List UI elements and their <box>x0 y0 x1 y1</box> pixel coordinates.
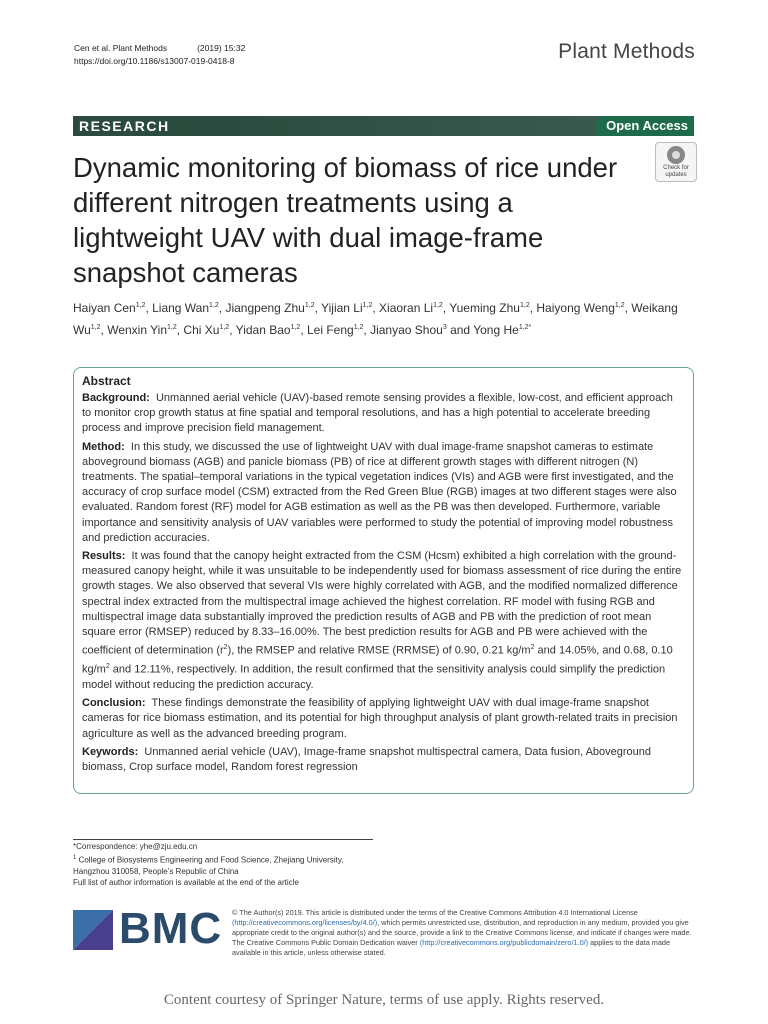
license-link-cc-by[interactable]: (http://creativecommons.org/licenses/by/4.0/) <box>232 918 378 927</box>
author-name: Haiyong Weng <box>536 301 615 315</box>
bmc-logo-mark-icon <box>73 910 113 950</box>
footnotes <box>73 841 373 889</box>
citation-block <box>74 42 245 68</box>
author-name: Yidan Bao <box>235 323 291 337</box>
affiliation-sup: 1 <box>73 854 77 861</box>
correspondence-email[interactable]: *Correspondence: yhe@zju.edu.cn <box>73 842 198 851</box>
author-affiliation-sup: 1,2 <box>219 324 230 331</box>
bmc-logo <box>73 904 223 953</box>
author-name: Xiaoran Li <box>379 301 434 315</box>
article-title: Dynamic monitoring of biomass of rice under different nitrogen treatments using a lightweight UAV with dual image-frame snapshot cameras <box>73 152 618 288</box>
conclusion-text: These findings demonstrate the feasibility of applying lightweight UAV with dual image-frame snapshot cameras for rice biomass estimation, and its potential for high throughput analysis of plant growth-related traits in precision agriculture as well as the advanced breeding program. <box>82 697 678 740</box>
affiliation-note <box>73 853 373 878</box>
author-name: Haiyan Cen <box>73 301 136 315</box>
author-name: Liang Wan <box>152 301 210 315</box>
abstract-background <box>82 391 683 437</box>
author-name: Yueming Zhu <box>449 301 520 315</box>
author-affiliation-sup: 1,2 <box>519 302 530 309</box>
author-affiliation-sup: 1,2* <box>518 324 532 331</box>
method-text: In this study, we discussed the use of lightweight UAV with dual image-frame snapshot cameras to estimate aboveground biomass (AGB) and panicle biomass (PB) of rice at different growth stages with different nitrogen (N) treatments. The spatial–temporal variations in the typical vegetation indices (VIs) and AGB were first investigated, and the accuracy of crop surface model (CSM) extracted from the Red Green Blue (RGB) images at two different stages were also evaluated. Random forest (RF) model for AGB estimation as well as the PB was then developed. Furthermore, variable importance and sensitivity analysis of UAV variables were performed to study the potential of improving model robustness and prediction accuracies. <box>82 440 677 544</box>
conclusion-label: Conclusion: <box>82 697 146 710</box>
abstract-heading: Abstract <box>82 374 131 388</box>
results-label: Results: <box>82 550 126 563</box>
author-name: Yong He <box>473 323 519 337</box>
license-text-1: © The Author(s) 2019. This article is distributed under the terms of the Creative Commons Attribution 4.0 International License <box>232 908 638 917</box>
bmc-logo-text: BMC <box>119 904 223 953</box>
author-affiliation-sup: 1,2 <box>362 302 373 309</box>
author-name: Chi Xu <box>183 323 220 337</box>
open-access-badge: Open Access <box>596 116 694 136</box>
full-author-info-note: Full list of author information is available at the end of the article <box>73 878 299 888</box>
license-link-cc-zero[interactable]: (http://creativecommons.org/publicdomain/zero/1.0/) <box>419 938 589 947</box>
abstract-keywords <box>82 745 683 775</box>
abstract-method <box>82 440 683 546</box>
author-list: Haiyan Cen$^{1,2}$, Liang Wan$^{1,2}$, Jiangpeng Zhu$^{1,2}$, Yijian Li$^{1,2}$, Xiaoran Li$^{1,2}$, Yueming Zhu$^{1,2}$, Haiyong Weng$^{1,2}$, Weikang Wu$^{1,2}$, Wenxin Yin$^{1,2}$, Chi Xu$^{1,2}$, Yidan Bao$^{1,2}$, Lei Feng$^{1,2}$, Jianyao Shou$^3$ and Yong $He^{1,2*}$ <box>73 301 678 337</box>
author-affiliation-sup: 1,2 <box>135 302 146 309</box>
abstract-results <box>82 549 683 693</box>
keywords-label: Keywords: <box>82 745 139 758</box>
citation-author: Cen et al. Plant Methods <box>74 43 168 53</box>
author-name: Weikang Wu <box>73 301 678 337</box>
author-name: Lei Feng <box>306 323 354 337</box>
author-name: Wenxin Yin <box>107 323 168 337</box>
author-name: Jiangpeng Zhu <box>225 301 305 315</box>
background-label: Background: <box>82 392 150 404</box>
license-text <box>232 908 692 958</box>
author-affiliation-sup: 1,2 <box>433 302 443 309</box>
results-sup-3: 2 <box>105 663 110 671</box>
section-label: RESEARCH <box>73 116 693 136</box>
journal-name: Plant Methods <box>558 40 695 63</box>
author-affiliation-sup: 3 <box>442 324 447 331</box>
abstract-conclusion <box>82 696 683 742</box>
author-affiliation-sup: 1,2 <box>290 324 301 331</box>
keywords-text: Unmanned aerial vehicle (UAV), Image-frame snapshot multispectral camera, Data fusion, Aboveground biomass, Crop surface model, Random forest regression <box>82 745 652 773</box>
author-affiliation-sup: 1,2 <box>353 324 364 331</box>
results-text-c: and 14.05%, and 0.68, 0.10 kg/m <box>82 644 673 676</box>
citation-year: (2019) 15:32 <box>197 43 246 53</box>
research-banner <box>73 116 694 136</box>
check-updates-icon <box>667 146 685 164</box>
doi-link[interactable]: https://doi.org/10.1186/s13007-019-0418-8 <box>74 56 235 66</box>
results-text-a: It was found that the canopy height extracted from the CSM (Hcsm) exhibited a high correlation with the ground-measured canopy height, while it was unsuitable to be independently used for biomass assessment of rice during the entire growth stages. We also observed that several VIs were highly correlated with AGB, and the modified normalized difference spectral index extracted from the multispectral image achieved the highest correlation. RF model with fusing RGB and multispectral image data substantially improved the prediction results of AGB and PB with the prediction of root mean square error (RMSEP) reduced by 8.33–16.00%. The best prediction results for AGB and PB were achieved with the coefficient of determination (r <box>82 550 682 657</box>
check-for-updates-button[interactable] <box>655 142 697 182</box>
author-name: Jianyao Shou <box>370 323 443 337</box>
license-text-3: applies to the data made available in this article, unless otherwise stated. <box>232 938 671 957</box>
author-name: Yijian Li <box>321 301 363 315</box>
results-sup-1: 2 <box>223 644 228 652</box>
results-sup-2: 2 <box>530 644 535 652</box>
footnote-divider <box>73 839 373 840</box>
author-affiliation-sup: 1,2 <box>90 324 101 331</box>
method-label: Method: <box>82 440 125 453</box>
author-affiliation-sup: 1,2 <box>209 302 219 309</box>
courtesy-notice: Content courtesy of Springer Nature, terms of use apply. Rights reserved. <box>163 992 605 1008</box>
author-affiliation-sup: 1,2 <box>304 302 315 309</box>
background-text: Unmanned aerial vehicle (UAV)-based remote sensing provides a flexible, low-cost, and efficient approach to monitor crop growth status at fine spatial and temporal resolutions, and has a high potential to accelerate breeding process and improve precision field management. <box>82 392 673 435</box>
affiliation-text: College of Biosystems Engineering and Food Science, Zhejiang University, Hangzhou 310058, People’s Republic of China <box>73 855 344 876</box>
results-text-d: and 12.11%, respectively. In addition, the result confirmed that the sensitivity analysis could simplify the prediction model without reducing the prediction accuracy. <box>82 663 666 691</box>
check-updates-line1: Check for <box>663 165 689 171</box>
license-text-2: , which permits unrestricted use, distribution, and reproduction in any medium, provided you give appropriate credit to the original author(s) and the source, provide a link to the Creative Commons license, and indicate if changes were made. The Creative Commons Public Domain Dedication waiver <box>232 918 692 947</box>
check-updates-line2: updates <box>665 172 687 178</box>
abstract-box <box>73 367 694 794</box>
author-affiliation-sup: 1,2 <box>614 302 625 309</box>
results-text-b: ), the RMSEP and relative RMSE (RRMSE) of 0.90, 0.21 kg/m <box>227 644 531 657</box>
author-affiliation-sup: 1,2 <box>167 324 177 331</box>
